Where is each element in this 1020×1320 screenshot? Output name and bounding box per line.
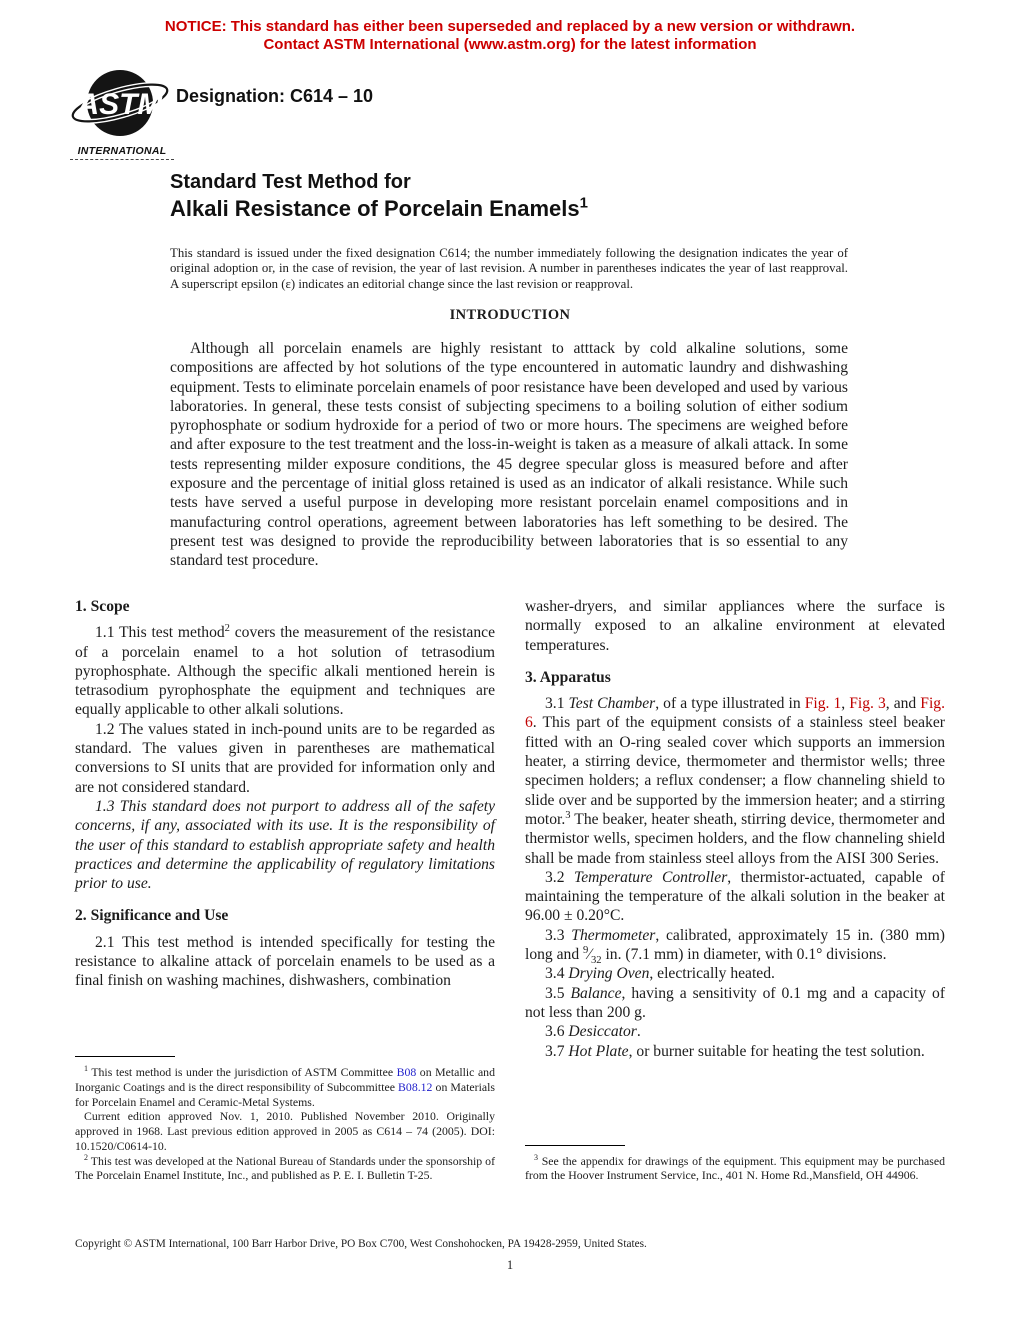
left-footnote-block: [75, 1056, 495, 1183]
section-1-heading: 1. Scope: [75, 598, 130, 615]
paragraph-2-1: 2.1 This test method is intended specifically for testing the resistance to alkaline attack of porcelain enamels to be used as a final finish on washing machines, dishwashers, combination: [75, 933, 495, 990]
paragraph-3-5: 3.5 Balance, having a sensitivity of 0.1 mg and a capacity of not less than 200 g.: [525, 984, 946, 1021]
paragraph-3-2: 3.2 Temperature Controller, thermistor-actuated, capable of maintaining the temperature of the alkali solution in the beaker at 96.00 ± 0.20°C.: [525, 868, 946, 925]
title-line-2: Alkali Resistance of Porcelain Enamels$^1$: [170, 194, 588, 221]
paragraph-3-3: 3.3 Thermometer, calibrated, approximately 15 in. (380 mm) long and $^9⁄_{32}$ in. (7.1 mm) in diameter, with 0.1° divisions.: [525, 926, 945, 967]
paragraph-1-2: 1.2 The values stated in inch-pound units are to be regarded as standard. The values given in parentheses are mathematical conversions to SI units that are provided for information only and are not considered standard.: [75, 720, 495, 796]
paragraph-3-1: 3.1 Test Chamber, of a type illustrated in Fig. 1, Fig. 3, and Fig. 6. This part of the equipment consists of a stainless steel beaker fitted with an O-ring sealed cover which supports an immersion heater, a stirring device, thermometer and thermistor wells; three specimen holders; a reflux condenser; a flow channeling shield to slide over and be supported by the immersion heater; and a stirring motor.$^3$ The beaker, heater sheath, stirring device, thermometer and thermistor wells, specimen holders, and the flow channeling shield shall be made from stainless steel alloys from the AISI 300 Series.: [525, 695, 945, 867]
right-footnote-block: [525, 1145, 945, 1183]
footnote-3: $^3$ See the appendix for drawings of the equipment. This equipment may be purchased from the Hoover Instrument Service, Inc., 401 N. Home Rd.,Mansfield, OH 44906.: [525, 1152, 945, 1183]
paragraph-1-1: 1.1 This test method$^2$ covers the measurement of the resistance of a porcelain enamel to a hot solution of tetrasodium pyrophosphate. Although the specific alkali mentioned herein is tetrasodium pyrophosphate the equipment and techniques are equally applicable to other alkali solutions.: [75, 623, 495, 719]
supersession-notice: [0, 18, 1020, 54]
notice-line-2: Contact ASTM International (www.astm.org) for the latest information: [263, 36, 757, 53]
right-column: [525, 597, 945, 1183]
introduction-heading: INTRODUCTION: [449, 307, 571, 323]
committee-b08-link[interactable]: B08: [396, 1065, 417, 1080]
footnote-1-edition: Current edition approved Nov. 1, 2010. Published November 2010. Originally approved in 1968. Last previous edition approved in 2005 as C614 – 74 (2005). DOI: 10.1520/C0614-10.: [75, 1109, 495, 1153]
notice-line-1: NOTICE: This standard has either been superseded and replaced by a new version or withdrawn.: [164, 18, 856, 35]
fig-1-link[interactable]: Fig. 1: [804, 695, 842, 713]
astm-logo-icon: [70, 66, 174, 144]
section-3-heading: 3. Apparatus: [525, 668, 611, 686]
subcommittee-b08-12-link[interactable]: B08.12: [398, 1080, 433, 1095]
introduction-paragraph: Although all porcelain enamels are highly resistant to atttack by cold alkaline solutions, some compositions are affected by hot solutions of the type encountered in automatic laundry and dishwashing equipment. Tests to eliminate porcelain enamels of poor resistance have been developed and used by various laboratories. In general, these tests consist of subjecting specimens to a boiling solution of either sodium pyrophosphate or sodium hydroxide for a period of two or more hours. The specimens are weighed before and after exposure to the test treatment and the loss-in-weight is taken as a measure of alkali attack. In some tests representing milder exposure conditions, the 45 degree specular gloss is measured before and after exposure and the percentage of initial gloss retained is used as an indicator of alkali resistance. While such tests have served a useful purpose in developing more resistant porcelain enamel compositions and in manufacturing control operations, agreement between laboratories has left something to be desired. The present test was designed to provide the reproducibility between laboratories that is so essential to any standard test procedure.: [170, 340, 848, 570]
fig-3-link[interactable]: Fig. 3: [849, 695, 886, 713]
footnote-divider: [75, 1056, 175, 1057]
section-2-heading: 2. Significance and Use: [75, 907, 229, 925]
astm-logo: [70, 66, 174, 160]
paragraph-3-6: 3.6 Desiccator.: [545, 1023, 641, 1041]
standard-issue-note: This standard is issued under the fixed designation C614; the number immediately following the designation indicates the year of original adoption or, in the case of revision, the year of last revision. A number in parentheses indicates the year of last reapproval. A superscript epsilon (ε) indicates an editorial change since the last revision or reapproval.: [170, 246, 848, 291]
paragraph-3-7: 3.7 Hot Plate, or burner suitable for heating the test solution.: [545, 1042, 925, 1060]
document-title: [170, 170, 588, 222]
left-column: [75, 597, 495, 1183]
paragraph-2-1-continued: washer-dryers, and similar appliances where the surface is normally exposed to an alkaline environment at elevated temperatures.: [525, 598, 945, 654]
astm-logo-subtext: INTERNATIONAL: [70, 145, 174, 160]
paragraph-1-3: 1.3 This standard does not purport to address all of the safety concerns, if any, associated with its use. It is the responsibility of the user of this standard to establish appropriate safety and health practices and determine the applicability of regulatory limitations prior to use.: [75, 797, 495, 893]
astm-logo-text: ASTM: [77, 88, 163, 121]
copyright-line: Copyright © ASTM International, 100 Barr Harbor Drive, PO Box C700, West Conshohocken, PA 19428-2959, United States.: [75, 1238, 647, 1250]
footnote-1: $^1$ This test method is under the jurisdiction of ASTM Committee B08 on Metallic and Inorganic Coatings and is the direct responsibility of Subcommittee B08.12 on Materials for Porcelain Enamel and Ceramic-Metal Systems.: [75, 1064, 495, 1109]
footnote-2: $^2$ This test was developed at the National Bureau of Standards under the sponsorship of The Porcelain Enamel Institute, Inc., and published as P. E. I. Bulletin T-25.: [75, 1152, 495, 1183]
title-line-1: Standard Test Method for: [170, 171, 411, 193]
footnote-divider: [525, 1145, 625, 1146]
fig-6-link[interactable]: Fig. 6: [525, 695, 945, 732]
designation-label: Designation: C614 – 10: [176, 86, 374, 106]
page-number: 1: [506, 1258, 514, 1272]
two-column-body: [75, 597, 945, 1183]
paragraph-3-4: 3.4 Drying Oven, electrically heated.: [545, 965, 775, 983]
